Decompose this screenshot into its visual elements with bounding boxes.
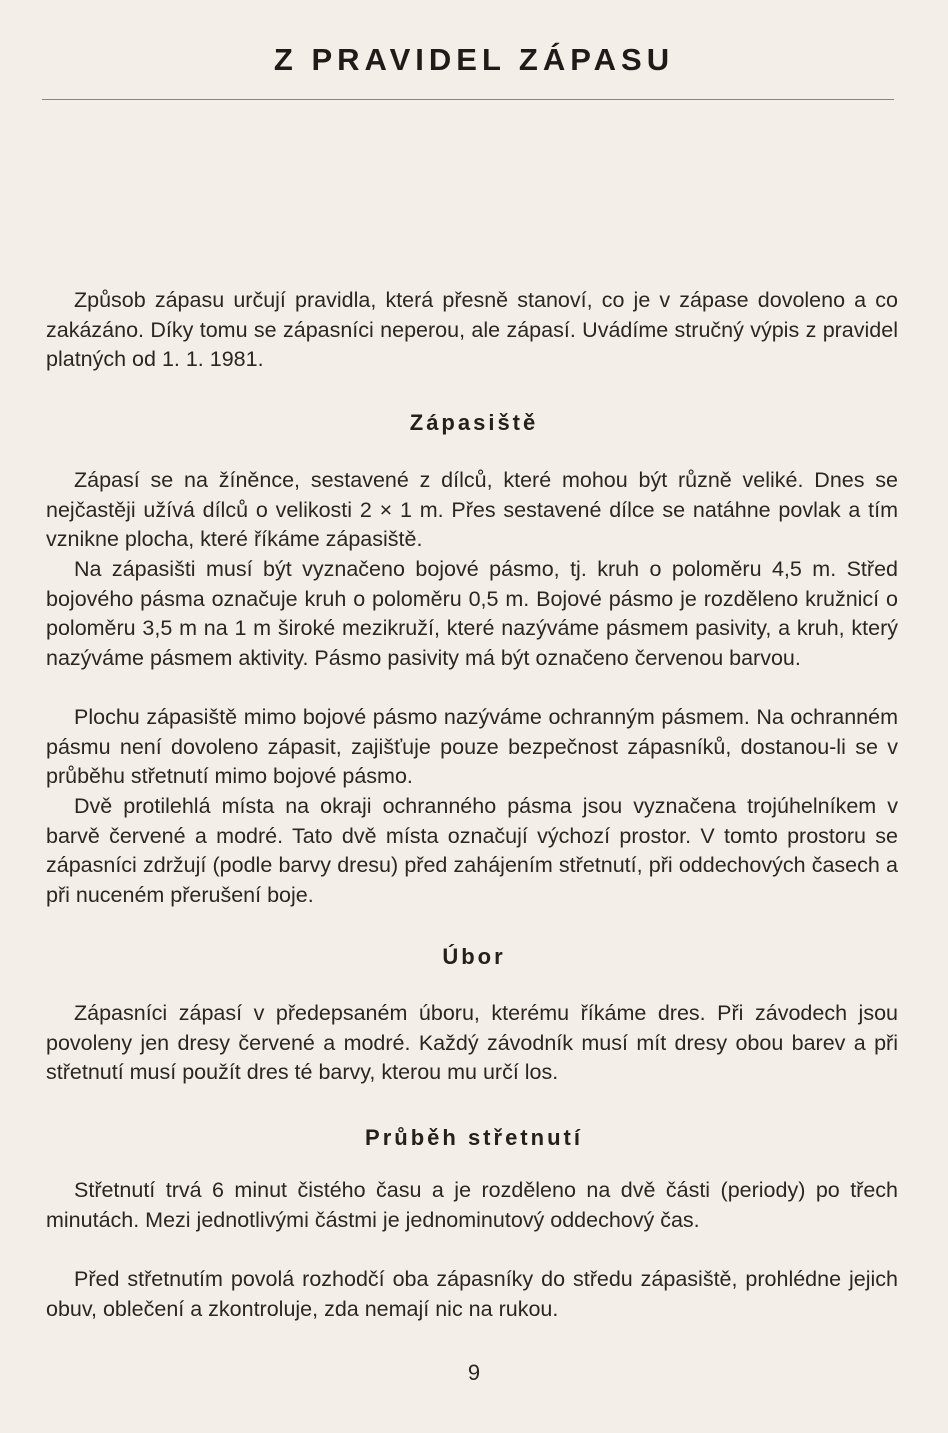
zapasiste-paragraph-1: Zápasí se na žíněnce, sestavené z dílců, které mohou být různě veliké. Dnes se nejčastěji užívá dílců o velikosti 2 × 1 m. Přes sestavené dílce se natáhne povlak a tím vznikne plocha, které říkáme zápasiště.: [46, 468, 898, 551]
ubor-paragraph-1: Zápasníci zápasí v předepsaném úboru, kterému říkáme dres. Při závodech jsou povoleny jen dresy červené a modré. Každý závodník musí mít dresy obou barev a při střetnutí musí použít dres té barvy, kterou mu určí los.: [46, 1001, 898, 1084]
zapasiste-paragraph-3: Plochu zápasiště mimo bojové pásmo nazýváme ochranným pásmem. Na ochranném pásmu není dovoleno zápasit, zajišťuje pouze bezpečnost zápasníků, dostanou-li se v průběhu střetnutí mimo bojové pásmo.: [46, 705, 898, 788]
section-heading-prubeh: Průběh střetnutí: [365, 1125, 583, 1150]
section-heading-zapasiste: Zápasiště: [409, 410, 539, 435]
title-rule: [42, 99, 894, 100]
intro-paragraph: Způsob zápasu určují pravidla, která přesně stanoví, co je v zápase dovoleno a co zakázáno. Díky tomu se zápasníci neperou, ale zápasí. Uvádíme stručný výpis z pravidel platných od 1. 1. 1981.: [46, 288, 898, 371]
section-heading-ubor: Úbor: [442, 944, 506, 969]
page-number: 9: [467, 1360, 481, 1385]
zapasiste-paragraph-4: Dvě protilehlá místa na okraji ochranného pásma jsou vyznačena trojúhelníkem v barvě červené a modré. Tato dvě místa označují výchozí prostor. V tomto prostoru se zápasníci zdržují (podle barvy dresu) před zahájením střetnutí, při oddechových časech a při nuceném přerušení boje.: [46, 794, 898, 907]
prubeh-paragraph-2: Před střetnutím povolá rozhodčí oba zápasníky do středu zápasiště, prohlédne jejich obuv, oblečení a zkontroluje, zda nemají nic na rukou.: [46, 1267, 898, 1321]
prubeh-paragraph-1: Střetnutí trvá 6 minut čistého času a je rozděleno na dvě části (periody) po třech minutách. Mezi jednotlivými částmi je jednominutový oddechový čas.: [46, 1178, 898, 1232]
zapasiste-paragraph-2: Na zápasišti musí být vyznačeno bojové pásmo, tj. kruh o poloměru 4,5 m. Střed bojového pásma označuje kruh o poloměru 0,5 m. Bojové pásmo je rozděleno kružnicí o poloměru 3,5 m na 1 m široké mezikruží, které nazýváme pásmem pasivity, a kruh, který nazýváme pásmem aktivity. Pásmo pasivity má být označeno červenou barvou.: [46, 557, 898, 670]
page-title: Z PRAVIDEL ZÁPASU: [273, 42, 675, 77]
